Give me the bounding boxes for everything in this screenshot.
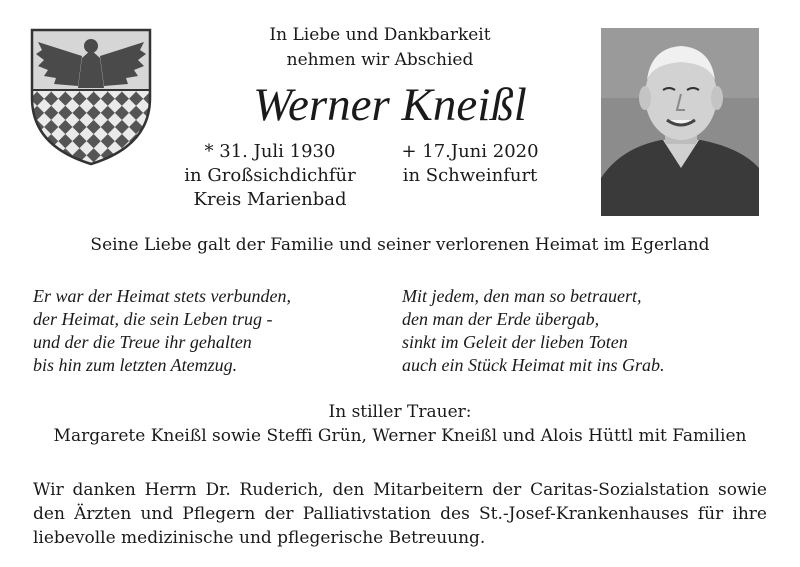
poem-line: der Heimat, die sein Leben trug -	[33, 309, 273, 329]
mourning-names: Margarete Kneißl sowie Steffi Grün, Werner Kneißl und Alois Hüttl mit Familien	[53, 426, 747, 446]
deceased-name: Werner Kneißl	[253, 79, 527, 131]
poem-line: auch ein Stück Heimat mit ins Grab.	[402, 355, 665, 375]
mourning-heading: In stiller Trauer:	[328, 402, 472, 422]
birth-date: * 31. Juli 1930	[204, 141, 336, 162]
portrait-photo	[601, 28, 759, 216]
thanks-paragraph: Wir danken Herrn Dr. Ruderich, den Mitarbeitern der Caritas-Sozialstation sowie den Ärzten und Pflegern der Palliativstation des St.-Josef-Krankenhauses für ihre liebevolle medizinische und pflegerische Betreuung.	[33, 480, 767, 548]
poem-line: den man der Erde übergab,	[402, 309, 600, 329]
heading-line-1: In Liebe und Dankbarkeit	[269, 25, 491, 45]
poem-line: sinkt im Geleit der lieben Toten	[402, 332, 628, 352]
poem-left-stanza	[33, 285, 291, 377]
death-place: in Schweinfurt	[402, 165, 538, 186]
poem-line: Er war der Heimat stets verbunden,	[33, 286, 291, 306]
tagline: Seine Liebe galt der Familie und seiner verlorenen Heimat im Egerland	[90, 235, 710, 255]
poem-line: und der die Treue ihr gehalten	[33, 332, 252, 352]
poem-line: Mit jedem, den man so betrauert,	[402, 286, 642, 306]
birth-place: in Großsichdichfür	[184, 165, 356, 186]
crest-icon	[30, 28, 152, 166]
heading-line-2: nehmen wir Abschied	[286, 50, 474, 70]
birth-region: Kreis Marienbad	[193, 189, 347, 210]
birth-block	[170, 140, 370, 212]
poem-line: bis hin zum letzten Atemzug.	[33, 355, 238, 375]
poem-right-stanza	[402, 285, 664, 377]
death-block	[385, 140, 555, 188]
death-date: + 17.Juni 2020	[401, 141, 539, 162]
